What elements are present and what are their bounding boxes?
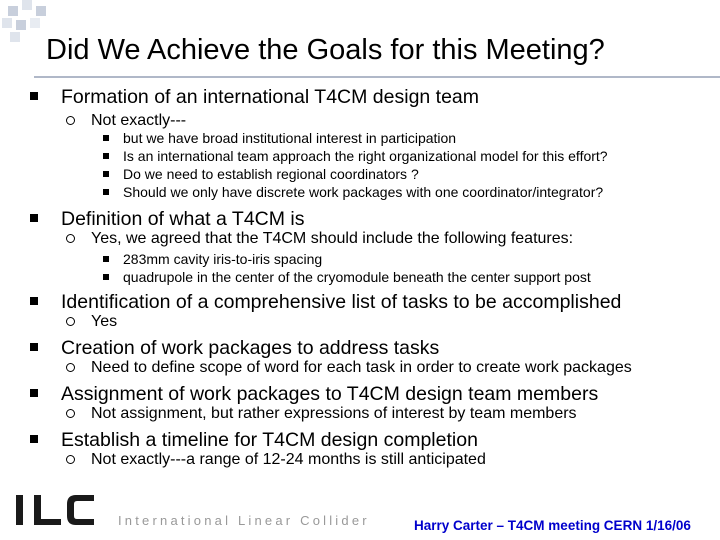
- logo-subtitle: International Linear Collider: [118, 513, 370, 528]
- bullet-icon: [66, 317, 75, 326]
- bullet-item-text: Establish a timeline for T4CM design completion: [61, 429, 478, 451]
- bullet-icon: [103, 135, 109, 141]
- bullet-item-text: Formation of an international T4CM design team: [61, 86, 480, 108]
- sub-sub-bullet-item-text: quadrupole in the center of the cryomodule beneath the center support post: [123, 269, 591, 285]
- bullet-icon: [30, 214, 38, 222]
- bullet-icon: [103, 256, 109, 262]
- bullet-icon: [30, 389, 38, 397]
- footer-caption: Harry Carter – T4CM meeting CERN 1/16/06: [414, 518, 691, 533]
- sub-sub-bullet-item-text: Should we only have discrete work packages with one coordinator/integrator?: [123, 184, 604, 200]
- bullet-item-text: Assignment of work packages to T4CM design team members: [61, 383, 599, 405]
- sub-sub-bullet-item-text: 283mm cavity iris-to-iris spacing: [123, 251, 323, 267]
- sub-sub-bullet-item-text: Is an international team approach the right organizational model for this effort?: [123, 148, 608, 164]
- logo-letter-l: [34, 495, 61, 525]
- bullet-icon: [103, 153, 109, 159]
- bullet-icon: [103, 189, 109, 195]
- bullet-item-text: Identification of a comprehensive list of tasks to be accomplished: [61, 291, 622, 313]
- logo-letter-i: [16, 495, 23, 525]
- bullet-icon: [30, 92, 38, 100]
- bullet-icon: [66, 234, 75, 243]
- bullet-icon: [66, 409, 75, 418]
- sub-bullet-item-text: Yes, we agreed that the T4CM should include the following features:: [91, 230, 574, 247]
- bullet-item-text: Definition of what a T4CM is: [61, 208, 305, 230]
- bullet-icon: [66, 116, 75, 125]
- ilc-logo: [14, 493, 394, 531]
- page-title: Did We Achieve the Goals for this Meeting?: [46, 34, 605, 66]
- bullet-icon: [66, 455, 75, 464]
- bullet-icon: [103, 171, 109, 177]
- sub-bullet-item-text: Yes: [91, 313, 118, 330]
- sub-sub-bullet-item-text: but we have broad institutional interest in participation: [123, 130, 457, 146]
- bullet-icon: [66, 363, 75, 372]
- bullet-icon: [103, 274, 109, 280]
- bullet-icon: [30, 435, 38, 443]
- bullet-icon: [30, 297, 38, 305]
- sub-bullet-item-text: Not assignment, but rather expressions of interest by team members: [91, 405, 577, 422]
- bullet-icon: [30, 343, 38, 351]
- logo-letter-c: [67, 495, 94, 525]
- sub-bullet-item-text: Need to define scope of word for each task in order to create work packages: [91, 359, 632, 376]
- sub-sub-bullet-item-text: Do we need to establish regional coordinators ?: [123, 166, 419, 182]
- sub-bullet-item-text: Not exactly---: [91, 112, 187, 129]
- sub-bullet-item-text: Not exactly---a range of 12-24 months is still anticipated: [91, 451, 486, 468]
- bullet-item-text: Creation of work packages to address tasks: [61, 337, 440, 359]
